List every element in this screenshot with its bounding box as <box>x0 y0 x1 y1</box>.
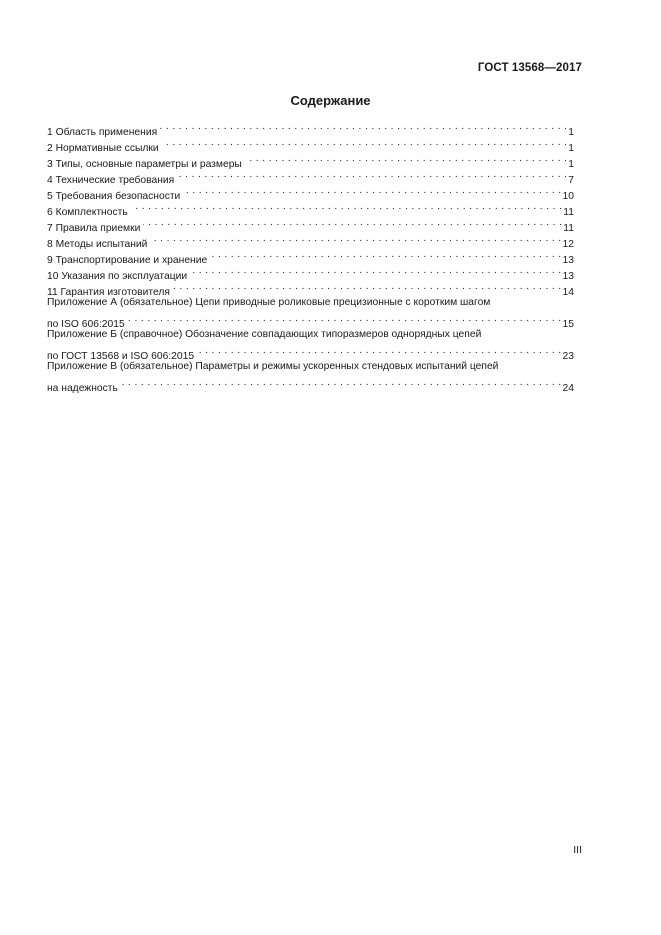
toc-entry-label: 2 Нормативные ссылки <box>47 143 159 154</box>
toc-appendix-entry[interactable] <box>47 295 574 330</box>
toc-entry-label: 7 Правила приемки <box>47 223 141 234</box>
toc-appendix-title: Приложение Б (справочное) Обозначение совпадающих типоразмеров однорядных цепей <box>47 329 482 340</box>
toc-appendix-title: Приложение В (обязательное) Параметры и режимы ускоренных стендовых испытаний цепей <box>47 361 499 372</box>
toc-entry-label: 11 Гарантия изготовителя <box>47 287 170 298</box>
toc-appendix-entry[interactable] <box>47 327 574 362</box>
toc-entry-label: 9 Транспортирование и хранение <box>47 255 208 266</box>
toc-appendix-title: Приложение А (обязательное) Цепи приводные роликовые прецизионные с коротким шагом <box>47 297 491 308</box>
toc-entry-page: 12 <box>562 239 574 250</box>
toc-entry-label: 3 Типы, основные параметры и размеры <box>47 159 242 170</box>
toc-entry-label: 6 Комплектность <box>47 207 128 218</box>
toc-entry-label: 4 Технические требования <box>47 175 175 186</box>
toc-entry-page: 1 <box>568 143 574 154</box>
toc-entry-page: 1 <box>568 159 574 170</box>
dot-leader <box>177 167 567 183</box>
toc-entry[interactable] <box>47 119 574 138</box>
toc-entry-label: 8 Методы испытаний <box>47 239 148 250</box>
dot-leader <box>197 343 561 359</box>
dot-leader <box>210 247 561 263</box>
dot-leader <box>160 119 567 135</box>
dot-leader <box>128 311 562 327</box>
dot-leader <box>183 183 561 199</box>
toc-appendix-continuation <box>47 311 574 330</box>
toc-appendix-continuation <box>47 343 574 362</box>
toc-entry-page: 23 <box>562 351 574 362</box>
toc-entry-page: 7 <box>568 175 574 186</box>
toc-entry-page: 11 <box>563 223 574 234</box>
toc-entry-page: 10 <box>562 191 574 202</box>
toc-appendix-subtitle: на надежность <box>47 383 118 394</box>
dot-leader <box>245 151 567 167</box>
toc-appendix-subtitle: по ISO 606:2015 <box>47 319 125 330</box>
page-number: III <box>573 844 582 856</box>
toc-entry-page: 11 <box>563 207 574 218</box>
toc-appendix-entry[interactable] <box>47 359 574 394</box>
dot-leader <box>150 231 561 247</box>
document-id-header: ГОСТ 13568—2017 <box>477 62 582 74</box>
toc-entry-page: 1 <box>568 127 574 138</box>
toc-entry-label: 5 Требования безопасности <box>47 191 181 202</box>
toc-entry-label: 10 Указания по эксплуатации <box>47 271 188 282</box>
dot-leader <box>162 135 568 151</box>
dot-leader <box>131 199 563 215</box>
toc-entry-label: 1 Область применения <box>47 127 158 138</box>
toc-entry-page: 13 <box>562 271 574 282</box>
dot-leader <box>173 279 562 295</box>
dot-leader <box>190 263 561 279</box>
dot-leader <box>143 215 562 231</box>
toc-entry-page: 15 <box>562 319 574 330</box>
dot-leader <box>121 375 562 391</box>
toc-entry-page: 14 <box>562 287 574 298</box>
toc-appendix-subtitle: по ГОСТ 13568 и ISO 606:2015 <box>47 351 195 362</box>
toc-entry-page: 13 <box>562 255 574 266</box>
table-of-contents <box>47 119 574 394</box>
toc-title: Содержание <box>290 93 371 108</box>
toc-appendix-continuation <box>47 375 574 394</box>
toc-entry-page: 24 <box>562 383 574 394</box>
